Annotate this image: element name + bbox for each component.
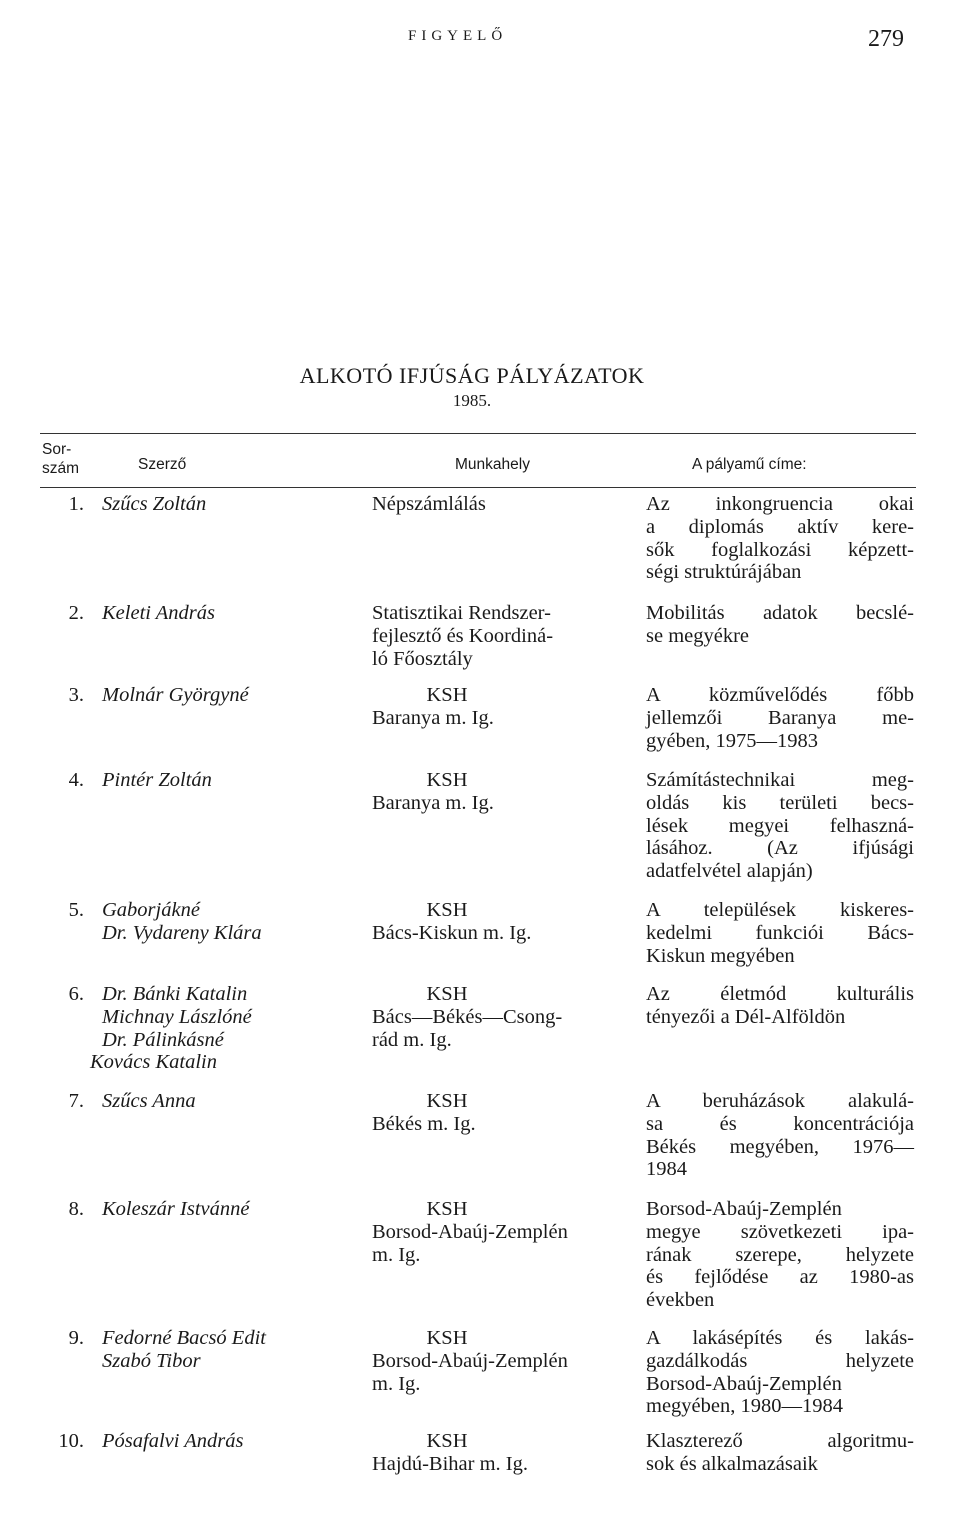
- entry-authors: [102, 602, 357, 625]
- header-rule-top: [40, 433, 916, 434]
- workplace-line: KSH: [426, 1327, 468, 1349]
- title-line: oldás kis területi becs-: [646, 791, 914, 814]
- author-name: Molnár Györgyné: [102, 684, 249, 706]
- entry-authors: [102, 684, 357, 707]
- entry-number: 5.: [68, 899, 84, 921]
- author-name: Kovács Katalin: [90, 1051, 217, 1074]
- workplace-line: Borsod-Abaúj-Zemplén: [372, 1349, 568, 1372]
- title-line: Borsod-Abaúj-Zemplén: [646, 1198, 842, 1220]
- entry-work-title: [646, 493, 914, 584]
- title-line: megyében, 1980—1984: [646, 1395, 843, 1418]
- title-line: A települések kiskeres-: [646, 899, 914, 921]
- entry-number: 1.: [68, 493, 84, 515]
- entry-workplace: [372, 684, 630, 730]
- title-line: rának szerepe, helyzete: [646, 1243, 914, 1266]
- title-line: Klaszterező algoritmu-: [646, 1430, 914, 1452]
- entry-work-title: [646, 1198, 914, 1312]
- workplace-line: m. Ig.: [372, 1372, 421, 1395]
- workplace-line: ló Főosztály: [372, 647, 473, 670]
- entry-authors: [102, 899, 357, 945]
- entry-number: 8.: [68, 1198, 84, 1220]
- workplace-line: KSH: [426, 899, 468, 921]
- entry-workplace: [372, 899, 630, 945]
- workplace-line: Bács-Kiskun m. Ig.: [372, 921, 532, 944]
- workplace-line: Bács—Békés—Csong-: [372, 1005, 563, 1028]
- author-name: Fedorné Bacsó Edit: [102, 1327, 266, 1349]
- page-title: ALKOTÓ IFJÚSÁG PÁLYÁZATOK: [299, 363, 645, 388]
- workplace-line: fejlesztő és Koordiná-: [372, 624, 554, 647]
- page-number: 279: [868, 26, 904, 52]
- workplace-line: Békés m. Ig.: [372, 1112, 476, 1135]
- title-line: Mobilitás adatok becslé-: [646, 602, 914, 624]
- entry-number: 2.: [68, 602, 84, 624]
- workplace-line: KSH: [426, 1430, 468, 1452]
- title-line: Békés megyében, 1976—: [646, 1135, 914, 1158]
- header-number: Sor- szám: [42, 441, 80, 477]
- entry-work-title: [646, 983, 914, 1029]
- title-line: A közművelődés főbb: [646, 684, 914, 706]
- entry-work-title: [646, 1327, 914, 1418]
- author-name: Pósafalvi András: [102, 1430, 244, 1452]
- workplace-line: KSH: [426, 983, 468, 1005]
- title-line: Az inkongruencia okai: [646, 493, 914, 515]
- workplace-line: Baranya m. Ig.: [372, 706, 494, 729]
- entry-workplace: [372, 602, 630, 670]
- title-block: [0, 363, 944, 411]
- entry-authors: [102, 1327, 357, 1373]
- running-head: FIGYELŐ: [408, 28, 508, 44]
- entry-workplace: [372, 1430, 630, 1476]
- entry-number: 7.: [68, 1090, 84, 1112]
- entry-workplace: [372, 983, 630, 1051]
- workplace-line: KSH: [426, 1090, 468, 1112]
- author-name: Koleszár Istvánné: [102, 1198, 250, 1220]
- author-name: Szűcs Zoltán: [102, 493, 207, 515]
- entry-number: 6.: [68, 983, 84, 1005]
- title-line: 1984: [646, 1158, 687, 1181]
- header-rule-bottom: [40, 487, 916, 488]
- entry-workplace: [372, 1198, 630, 1266]
- title-line: se megyékre: [646, 624, 750, 647]
- title-line: a diplomás aktív kere-: [646, 515, 914, 538]
- table-header: [0, 440, 960, 486]
- entry-number: 9.: [68, 1327, 84, 1349]
- author-name: Dr. Vydareny Klára: [102, 921, 262, 944]
- title-line: adatfelvétel alapján): [646, 860, 813, 883]
- entry-workplace: [372, 769, 630, 815]
- workplace-line: Baranya m. Ig.: [372, 791, 494, 814]
- title-line: Az életmód kulturális: [646, 983, 914, 1005]
- entry-workplace: [372, 1327, 630, 1395]
- entry-work-title: [646, 899, 914, 967]
- title-line: Borsod-Abaúj-Zemplén: [646, 1372, 842, 1395]
- entry-authors: [102, 1430, 357, 1453]
- author-name: Pintér Zoltán: [102, 769, 212, 791]
- author-name: Gaborjákné: [102, 899, 200, 921]
- workplace-line: Népszámlálás: [372, 493, 486, 515]
- workplace-line: KSH: [426, 1198, 468, 1220]
- header-work-title: A pályamű címe:: [692, 456, 807, 473]
- title-line: A beruházások alakulá-: [646, 1090, 914, 1112]
- entry-number: 10.: [58, 1430, 84, 1452]
- workplace-line: KSH: [426, 684, 468, 706]
- entry-number: 3.: [68, 684, 84, 706]
- title-line: években: [646, 1289, 715, 1312]
- author-name: Keleti András: [102, 602, 215, 624]
- workplace-line: Statisztikai Rendszer-: [372, 602, 551, 624]
- author-name: Szűcs Anna: [102, 1090, 196, 1112]
- entry-authors: [102, 1090, 357, 1113]
- title-line: sők foglalkozási képzett-: [646, 538, 914, 561]
- workplace-line: Hajdú-Bihar m. Ig.: [372, 1452, 528, 1475]
- header-author: Szerző: [138, 456, 187, 473]
- workplace-line: Borsod-Abaúj-Zemplén: [372, 1220, 568, 1243]
- title-line: lásához. (Az ifjúsági: [646, 837, 914, 860]
- title-line: A lakásépítés és lakás-: [646, 1327, 914, 1349]
- entry-work-title: [646, 1090, 914, 1181]
- entry-authors: [102, 1198, 357, 1221]
- title-line: gazdálkodás helyzete: [646, 1349, 914, 1372]
- entry-authors: [102, 493, 357, 516]
- entry-workplace: [372, 1090, 630, 1136]
- author-name: Dr. Pálinkásné: [102, 1028, 224, 1051]
- entry-workplace: [372, 493, 630, 516]
- title-line: sok és alkalmazásaik: [646, 1452, 818, 1475]
- page-year: 1985.: [452, 391, 492, 410]
- title-line: és fejlődése az 1980-as: [646, 1266, 914, 1289]
- title-line: tényezői a Dél-Alföldön: [646, 1005, 846, 1028]
- workplace-line: KSH: [426, 769, 468, 791]
- entry-work-title: [646, 684, 914, 752]
- title-line: Számítástechnikai meg-: [646, 769, 914, 791]
- author-name: Dr. Bánki Katalin: [102, 983, 248, 1005]
- title-line: kedelmi funkciói Bács-: [646, 921, 914, 944]
- title-line: megye szövetkezeti ipa-: [646, 1220, 914, 1243]
- title-line: Kiskun megyében: [646, 944, 795, 967]
- title-line: gyében, 1975—1983: [646, 729, 818, 752]
- entry-number: 4.: [68, 769, 84, 791]
- title-line: lések megyei felhaszná-: [646, 814, 914, 837]
- entry-authors: [90, 983, 357, 1074]
- author-name: Michnay Lászlóné: [102, 1005, 252, 1028]
- entry-work-title: [646, 602, 914, 648]
- workplace-line: m. Ig.: [372, 1243, 421, 1266]
- author-name: Szabó Tibor: [102, 1349, 201, 1372]
- entry-authors: [102, 769, 357, 792]
- title-line: jellemzői Baranya me-: [646, 706, 914, 729]
- entry-work-title: [646, 1430, 914, 1476]
- workplace-line: rád m. Ig.: [372, 1028, 452, 1051]
- header-workplace: Munkahely: [455, 456, 530, 473]
- entry-work-title: [646, 769, 914, 883]
- title-line: ségi struktúrájában: [646, 561, 802, 584]
- title-line: sa és koncentrációja: [646, 1112, 914, 1135]
